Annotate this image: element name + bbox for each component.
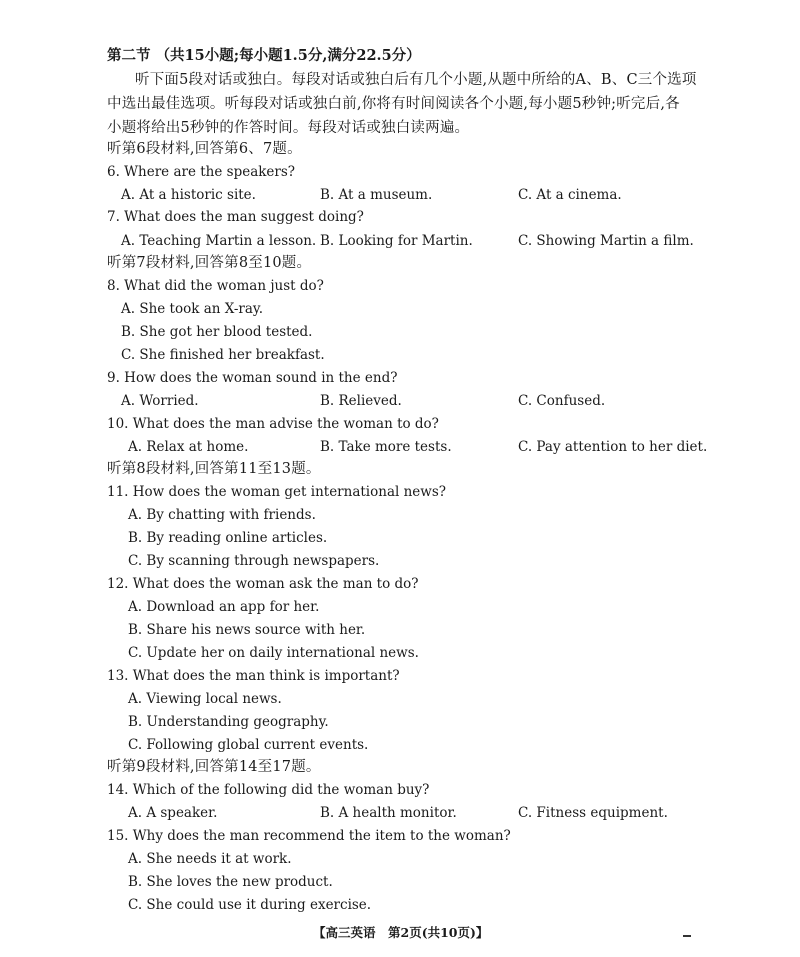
option-b: B. She got her blood tested. [121, 324, 313, 340]
question-stem: 6. Where are the speakers? [107, 164, 296, 180]
section-scoring: （共15小题;每小题1.5分,满分22.5分） [155, 47, 421, 64]
section-title-text: 第二节 [107, 47, 151, 64]
group-heading: 听第9段材料,回答第14至17题。 [107, 759, 321, 775]
option-c: C. By scanning through newspapers. [128, 553, 380, 569]
option-b: B. Share his news source with her. [128, 622, 366, 638]
option-c: C. She could use it during exercise. [128, 897, 372, 913]
option-c: C. Following global current events. [128, 737, 369, 753]
option-a: A. Viewing local news. [128, 691, 282, 707]
section-title [107, 47, 421, 65]
option-c: C. Update her on daily international news. [128, 645, 419, 661]
group-heading: 听第7段材料,回答第8至10题。 [107, 255, 312, 271]
option-c: C. She finished her breakfast. [121, 347, 325, 363]
option-b: B. Understanding geography. [128, 714, 329, 730]
instruction-line-2: 中选出最佳选项。听每段对话或独白前,你将有时间阅读各个小题,每小题5秒钟;听完后,各 [107, 96, 680, 112]
option-a: A. A speaker. [128, 805, 218, 821]
option-c: C. Pay attention to her diet. [518, 439, 708, 455]
instruction-line-3: 小题将给出5秒钟的作答时间。每段对话或独白读两遍。 [107, 120, 470, 136]
option-a: A. Worried. [121, 393, 199, 409]
option-c: C. Confused. [518, 393, 606, 409]
page-footer: 【高三英语 第2页(共10页)】 [313, 925, 489, 940]
question-stem: 10. What does the man advise the woman to do? [107, 416, 439, 432]
question-stem: 12. What does the woman ask the man to do? [107, 576, 419, 592]
option-a: A. She needs it at work. [128, 851, 292, 867]
option-c: C. At a cinema. [518, 187, 622, 203]
option-b: B. Relieved. [320, 393, 402, 409]
option-a: A. Teaching Martin a lesson. [121, 233, 317, 249]
question-stem: 11. How does the woman get international news? [107, 484, 447, 500]
question-stem: 7. What does the man suggest doing? [107, 209, 364, 225]
option-a: A. She took an X-ray. [121, 301, 264, 317]
page-mark [683, 935, 691, 937]
question-stem: 13. What does the man think is important? [107, 668, 400, 684]
group-heading: 听第8段材料,回答第11至13题。 [107, 461, 321, 477]
option-c: C. Showing Martin a film. [518, 233, 694, 249]
option-b: B. A health monitor. [320, 805, 457, 821]
option-a: A. Relax at home. [128, 439, 249, 455]
option-a: A. By chatting with friends. [128, 507, 316, 523]
question-stem: 15. Why does the man recommend the item to the woman? [107, 828, 511, 844]
option-b: B. By reading online articles. [128, 530, 328, 546]
question-stem: 14. Which of the following did the woman buy? [107, 782, 430, 798]
option-a: A. At a historic site. [121, 187, 256, 203]
question-stem: 8. What did the woman just do? [107, 278, 324, 294]
option-a: A. Download an app for her. [128, 599, 320, 615]
option-c: C. Fitness equipment. [518, 805, 668, 821]
instruction-line-1: 听下面5段对话或独白。每段对话或独白后有几个小题,从题中所给的A、B、C三个选项 [135, 72, 697, 88]
group-heading: 听第6段材料,回答第6、7题。 [107, 141, 302, 157]
option-b: B. At a museum. [320, 187, 433, 203]
option-b: B. She loves the new product. [128, 874, 333, 890]
option-b: B. Take more tests. [320, 439, 452, 455]
question-stem: 9. How does the woman sound in the end? [107, 370, 398, 386]
option-b: B. Looking for Martin. [320, 233, 473, 249]
